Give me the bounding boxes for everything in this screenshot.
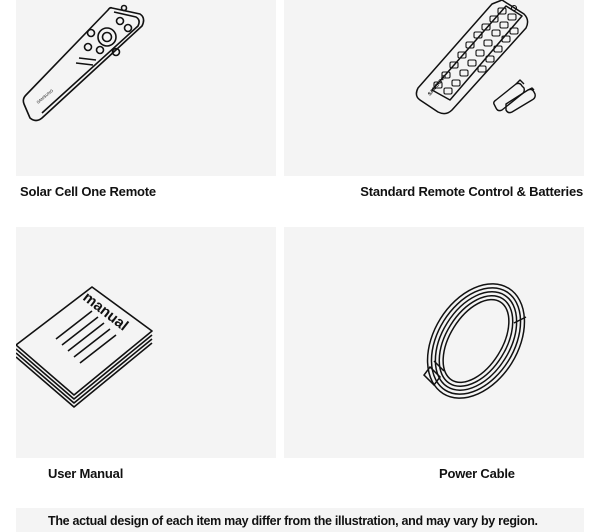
manual-book-icon (16, 227, 276, 458)
disclaimer-text: The actual design of each item may differ from the illustration, and may vary by region. (48, 514, 538, 528)
solar-remote-logo: SAMSUNG (35, 87, 55, 105)
card-power-cable (284, 227, 584, 458)
label-standard-remote: Standard Remote Control & Batteries (360, 184, 583, 199)
label-power-cable: Power Cable (439, 466, 515, 481)
disclaimer-bar (16, 508, 584, 532)
manual-cover-title: manual (79, 288, 132, 335)
solar-remote-icon (16, 0, 276, 176)
card-user-manual (16, 227, 276, 458)
label-user-manual: User Manual (48, 466, 124, 481)
standard-remote-logo: SAMSUNG (426, 73, 448, 98)
card-standard-remote (284, 0, 584, 176)
power-cable-icon (284, 227, 584, 458)
standard-remote-batteries-icon (284, 0, 584, 176)
card-solar-remote (16, 0, 276, 176)
label-solar-remote: Solar Cell One Remote (20, 184, 156, 199)
